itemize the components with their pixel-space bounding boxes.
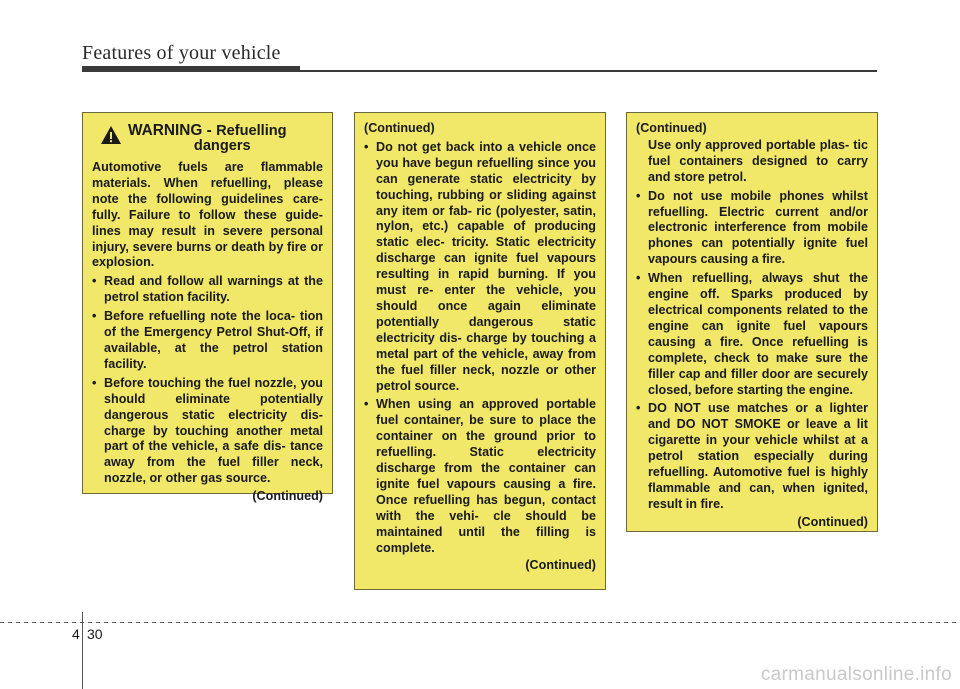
continued-label: (Continued) [797, 514, 868, 529]
list-item: • When refuelling, always shut the engine off. Sparks produced by electrical components related to the engine can ignite fuel vapours causing a fire. Once refuelling is complete, check to make sure the filler cap and filler door are securely closed, before starting the engine. [636, 271, 868, 397]
page-number: 30 [87, 626, 103, 642]
continued-label: (Continued) [252, 489, 323, 504]
continued-top-label: (Continued) [364, 121, 435, 135]
list-item: • Before touching the fuel nozzle, you should eliminate potentially dangerous static electricity dis- charge by touching another metal part of the vehicle, a safe dis- tance away from the fuel filler neck, nozzle, or other gas source. [92, 375, 323, 486]
header-rule-thick [82, 66, 300, 72]
warning-title [128, 123, 287, 154]
list-item: • Do not use mobile phones whilst refuelling. Electric current and/or electronic interference from mobile phones can potentially ignite fuel vapours causing a fire. [636, 188, 868, 267]
list-item: • DO NOT use matches or a lighter and DO NOT SMOKE or leave a lit cigarette in your vehicle whilst at a petrol station especially during refuelling. Automotive fuel is highly flammable and can, when ignited, result in fire. [636, 401, 868, 511]
warning-intro: Automotive fuels are flammable materials. When refuelling, please note the following guidelines care- fully. Failure to follow these guide- lines may result in severe personal injury, severe burns or death by fire or explosion. [92, 160, 323, 270]
warning-panel-2 [354, 112, 606, 590]
warning-list-3 [636, 189, 868, 513]
warning-triangle-icon [100, 125, 122, 145]
warning-label: WARNING - [128, 122, 217, 139]
page-header-title: Features of your vehicle [82, 42, 281, 64]
warning-title-line1: Refuelling [216, 123, 287, 139]
warning-title-line2: dangers [193, 138, 251, 154]
list-item: • When using an approved portable fuel container, be sure to place the container on the ground prior to refuelling. Static electricity discharge from the container can ignite fuel vapours causing a fire. Once refuelling has begun, contact with the vehi- cle should be maintained until the filling is complete. [364, 397, 596, 555]
chapter-number: 4 [72, 626, 80, 642]
warning-list-1 [92, 274, 323, 487]
continued-paragraph: Use only approved portable plas- tic fuel containers designed to carry and store petrol. [648, 137, 868, 184]
list-item: • Before refuelling note the loca- tion of the Emergency Petrol Shut-Off, if available, at the petrol station facility. [92, 309, 323, 371]
list-item: • Do not get back into a vehicle once you have begun refuelling since you can generate static electricity by touching, rubbing or sliding against any item or fab- ric (polyester, satin, nylon, etc.) capable of producing static elec- tricity. Static electricity discharge can ignite fuel vapours resulting in rapid burning. If you must re- enter the vehicle, you should once again eliminate potentially dangerous static electricity dis- charge by touching a metal part of the vehicle, away from the fuel filler neck, nozzle or other petrol source. [364, 139, 596, 393]
warning-heading [92, 123, 323, 154]
list-item: • Read and follow all warnings at the petrol station facility. [92, 274, 323, 305]
warning-panel-1 [82, 112, 333, 504]
footer-divider [82, 612, 83, 689]
continued-top-label: (Continued) [636, 121, 707, 135]
warning-panel-3 [626, 112, 878, 532]
warning-list-2 [364, 140, 596, 557]
header-rule-thin [300, 70, 877, 72]
watermark: carmanualsonline.info [760, 664, 952, 685]
continued-label: (Continued) [525, 558, 596, 573]
footer-rule [0, 622, 960, 623]
